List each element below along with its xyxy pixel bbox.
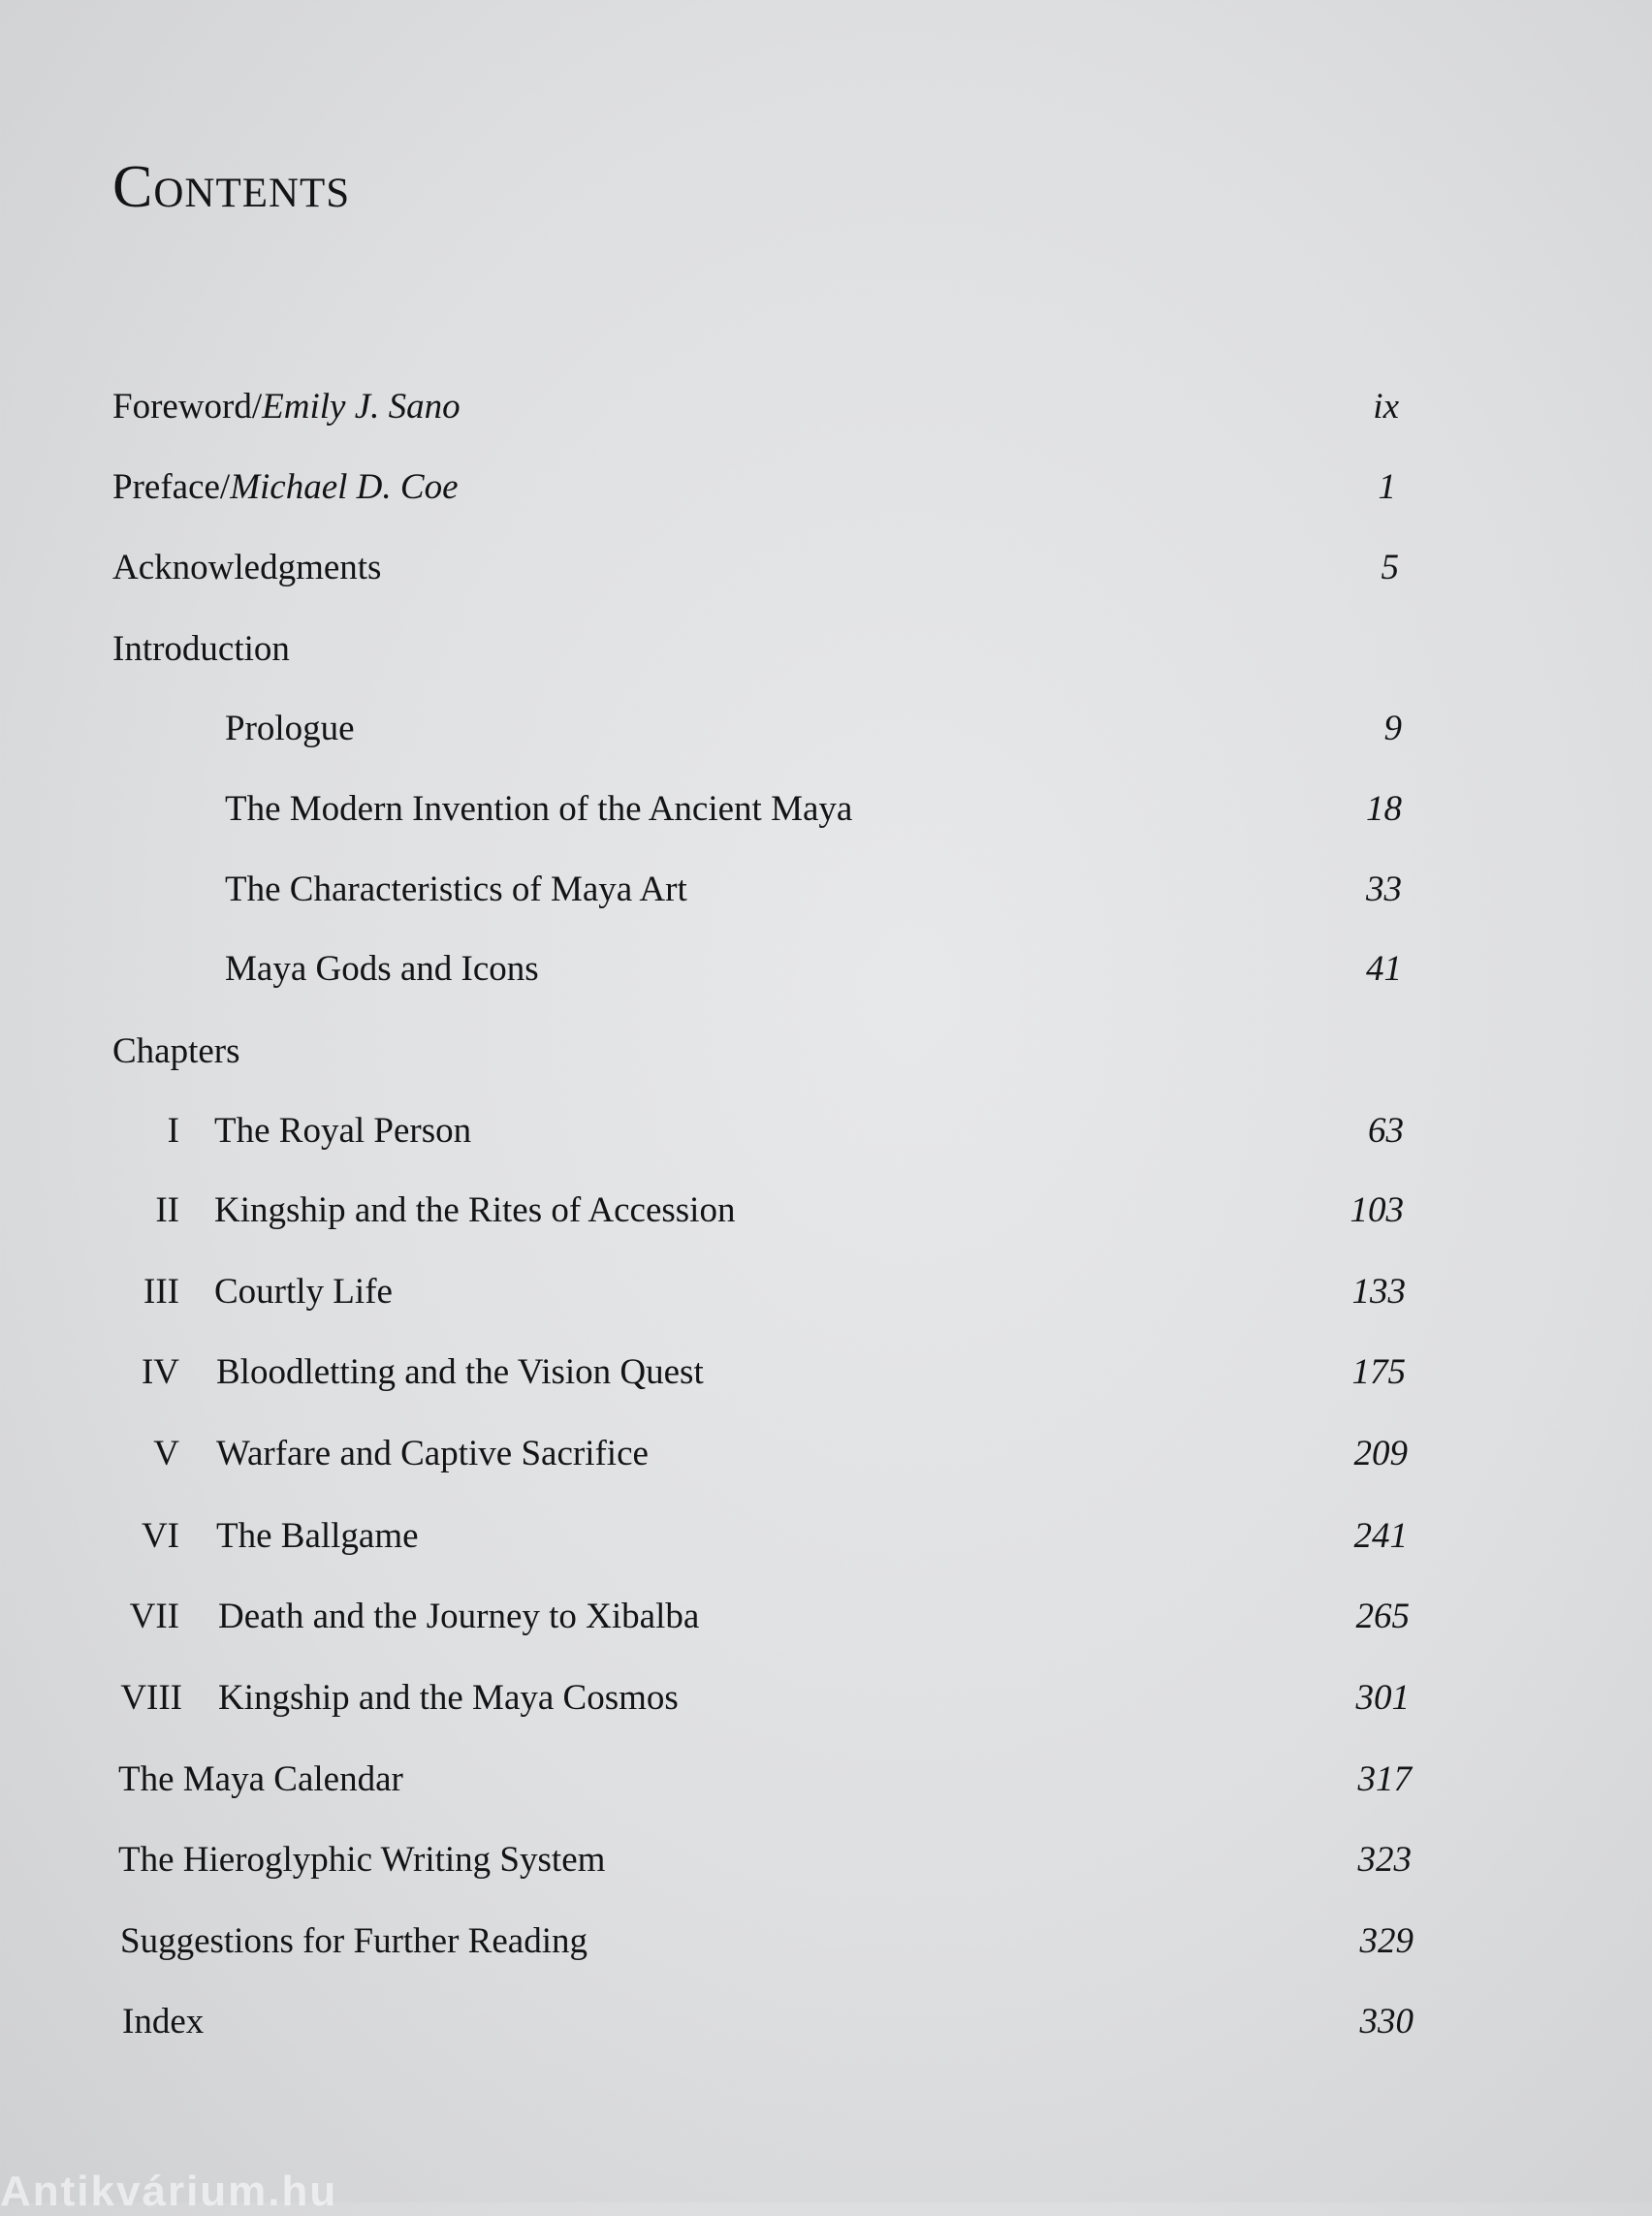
toc-page-number: 265 bbox=[1355, 1597, 1410, 1636]
toc-entry-label: The Characteristics of Maya Art bbox=[225, 870, 687, 909]
toc-entry-label: Kingship and the Rites of Accession bbox=[214, 1190, 736, 1230]
toc-page-number: 103 bbox=[1350, 1190, 1404, 1230]
toc-entry-label: The Hieroglyphic Writing System bbox=[118, 1840, 606, 1880]
toc-entry-label: Preface/ bbox=[112, 467, 231, 507]
toc-entry-label: Kingship and the Maya Cosmos bbox=[218, 1678, 679, 1718]
toc-chapter bbox=[0, 1182, 1652, 1240]
toc-entry-label: The Royal Person bbox=[214, 1111, 472, 1151]
toc-section-introduction bbox=[0, 620, 1652, 679]
chapter-numeral: III bbox=[143, 1272, 179, 1312]
toc-entry bbox=[0, 1831, 1652, 1889]
chapter-numeral: VII bbox=[129, 1597, 179, 1636]
watermark: Antikvárium.hu bbox=[0, 2168, 338, 2215]
chapter-numeral: VIII bbox=[120, 1678, 182, 1718]
toc-entry-label: Bloodletting and the Vision Quest bbox=[216, 1352, 704, 1392]
toc-chapter bbox=[0, 1344, 1652, 1402]
toc-chapter bbox=[0, 1263, 1652, 1321]
toc-entry bbox=[0, 940, 1652, 998]
toc-entry bbox=[0, 861, 1652, 919]
toc-entry-label: The Ballgame bbox=[216, 1516, 419, 1556]
toc-entry-label: The Modern Invention of the Ancient Maya bbox=[225, 789, 853, 829]
toc-entry-label: Warfare and Captive Sacrifice bbox=[216, 1434, 649, 1473]
toc-entry bbox=[0, 700, 1652, 758]
toc-page-number: 41 bbox=[1366, 949, 1402, 989]
toc-entry-label: Death and the Journey to Xibalba bbox=[218, 1597, 700, 1636]
toc-entry-author: Emily J. Sano bbox=[262, 387, 461, 427]
toc-entry-foreword bbox=[0, 378, 1652, 436]
toc-chapter bbox=[0, 1102, 1652, 1160]
toc-page-number: 241 bbox=[1353, 1516, 1408, 1556]
toc-page-number: 133 bbox=[1351, 1272, 1406, 1312]
toc-chapter bbox=[0, 1425, 1652, 1483]
toc-chapter bbox=[0, 1588, 1652, 1646]
toc-page-number: 33 bbox=[1366, 870, 1402, 909]
toc-entry-label: Maya Gods and Icons bbox=[225, 949, 539, 989]
toc-entry-label: Acknowledgments bbox=[112, 548, 382, 587]
toc-page-number: 323 bbox=[1357, 1840, 1412, 1880]
toc-entry-label: The Maya Calendar bbox=[118, 1759, 403, 1799]
toc-page-number: 301 bbox=[1355, 1678, 1410, 1718]
chapter-numeral: V bbox=[153, 1434, 179, 1473]
toc-entry bbox=[0, 1993, 1652, 2051]
toc-section-chapters bbox=[0, 1023, 1652, 1081]
toc-chapter bbox=[0, 1669, 1652, 1727]
toc-entry-author: Michael D. Coe bbox=[230, 467, 459, 507]
toc-page-number: 9 bbox=[1383, 709, 1402, 748]
toc-entry-label: Suggestions for Further Reading bbox=[120, 1921, 588, 1961]
toc-section-heading: Introduction bbox=[112, 629, 290, 669]
toc-section-heading: Chapters bbox=[112, 1031, 240, 1071]
toc-entry bbox=[0, 780, 1652, 839]
toc-entry-preface bbox=[0, 459, 1652, 517]
toc-page-number: 63 bbox=[1368, 1111, 1404, 1151]
chapter-numeral: II bbox=[155, 1190, 179, 1230]
chapter-numeral: IV bbox=[141, 1352, 179, 1392]
toc-page-number: 317 bbox=[1357, 1759, 1412, 1799]
page-title: Contents bbox=[112, 154, 351, 220]
chapter-numeral: VI bbox=[141, 1516, 179, 1556]
toc-page-number: 329 bbox=[1359, 1921, 1414, 1961]
toc-page-number: 18 bbox=[1366, 789, 1402, 829]
toc-page-number: 175 bbox=[1351, 1352, 1406, 1392]
toc-chapter bbox=[0, 1507, 1652, 1566]
toc-entry-label: Courtly Life bbox=[214, 1272, 393, 1312]
toc-page-number: 5 bbox=[1381, 548, 1399, 587]
toc-entry-label: Index bbox=[122, 2002, 205, 2042]
toc-entry bbox=[0, 1751, 1652, 1809]
toc-entry-label: Foreword/ bbox=[112, 387, 263, 427]
toc-page-number: 209 bbox=[1353, 1434, 1408, 1473]
toc-entry bbox=[0, 1913, 1652, 1971]
chapter-numeral: I bbox=[167, 1111, 179, 1151]
toc-entry-acknowledgments bbox=[0, 539, 1652, 597]
toc-entry-label: Prologue bbox=[225, 709, 355, 748]
toc-page-number: 330 bbox=[1359, 2002, 1414, 2042]
toc-page-number: ix bbox=[1373, 387, 1399, 427]
toc-page-number: 1 bbox=[1378, 467, 1396, 507]
